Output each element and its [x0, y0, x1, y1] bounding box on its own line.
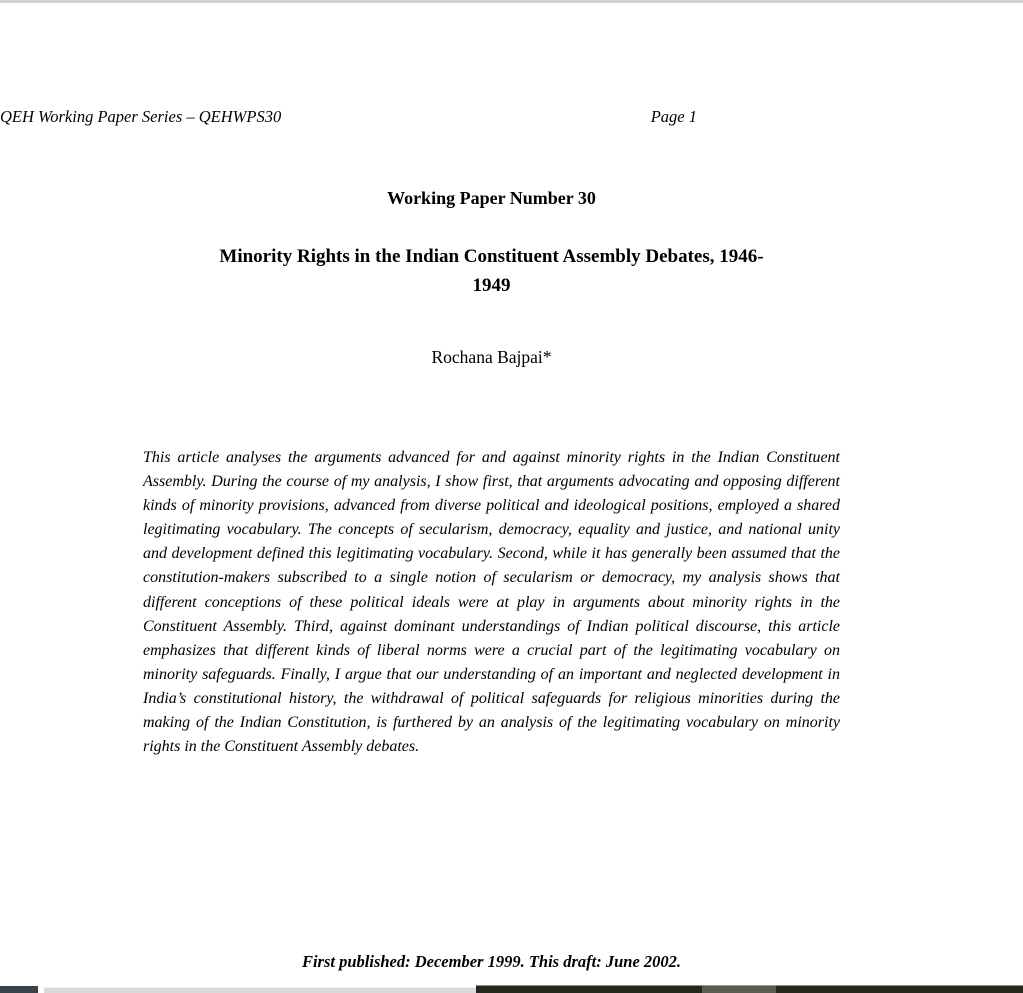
paper-number-heading: Working Paper Number 30	[387, 188, 596, 208]
paper-title	[143, 242, 840, 300]
header-series-label: QEH Working Paper Series – QEHWPS30	[0, 107, 282, 126]
horizontal-scrollbar-track[interactable]	[44, 987, 476, 993]
running-header	[0, 107, 697, 127]
taskbar-segment-dark-left[interactable]	[476, 985, 702, 993]
taskbar-segment-medium[interactable]	[702, 985, 776, 993]
abstract-paragraph: This article analyses the arguments advanced for and against minority rights in the Indian Constituent Assembly. During the course of my analysis, I show first, that arguments advocating and opposing different kinds of minority provisions, advanced from diverse political and ideological positions, employed a shared legitimating vocabulary. The concepts of secularism, democracy, equality and justice, and national unity and development defined this legitimating vocabulary. Second, while it has generally been assumed that the constitution-makers subscribed to a single notion of secularism or democracy, my analysis shows that different conceptions of these political ideals were at play in arguments about minority rights in the Constituent Assembly. Third, against dominant understandings of Indian political discourse, this article emphasizes that different kinds of liberal norms were a crucial part of the legitimating vocabulary on minority safeguards. Finally, I argue that our understanding of an important and neglected development in India’s constitutional history, the withdrawal of political safeguards for religious minorities during the making of the Indian Constitution, is furthered by an analysis of the legitimating vocabulary on minority rights in the Constituent Assembly debates.	[143, 449, 840, 756]
paper-title-line-1: Minority Rights in the Indian Constituent Assembly Debates, 1946-	[219, 246, 764, 267]
author-name: Rochana Bajpai*	[431, 347, 552, 367]
header-page-number: Page 1	[650, 107, 697, 126]
taskbar-segment-dark-right[interactable]	[776, 985, 1023, 993]
bottom-edge-bar	[0, 985, 1023, 993]
publication-note: First published: December 1999. This draft: June 2002.	[301, 952, 682, 971]
window-edge-dark-slate-segment	[0, 986, 38, 993]
paper-title-line-2: 1949	[472, 275, 511, 296]
top-window-edge-strip	[0, 0, 1023, 3]
